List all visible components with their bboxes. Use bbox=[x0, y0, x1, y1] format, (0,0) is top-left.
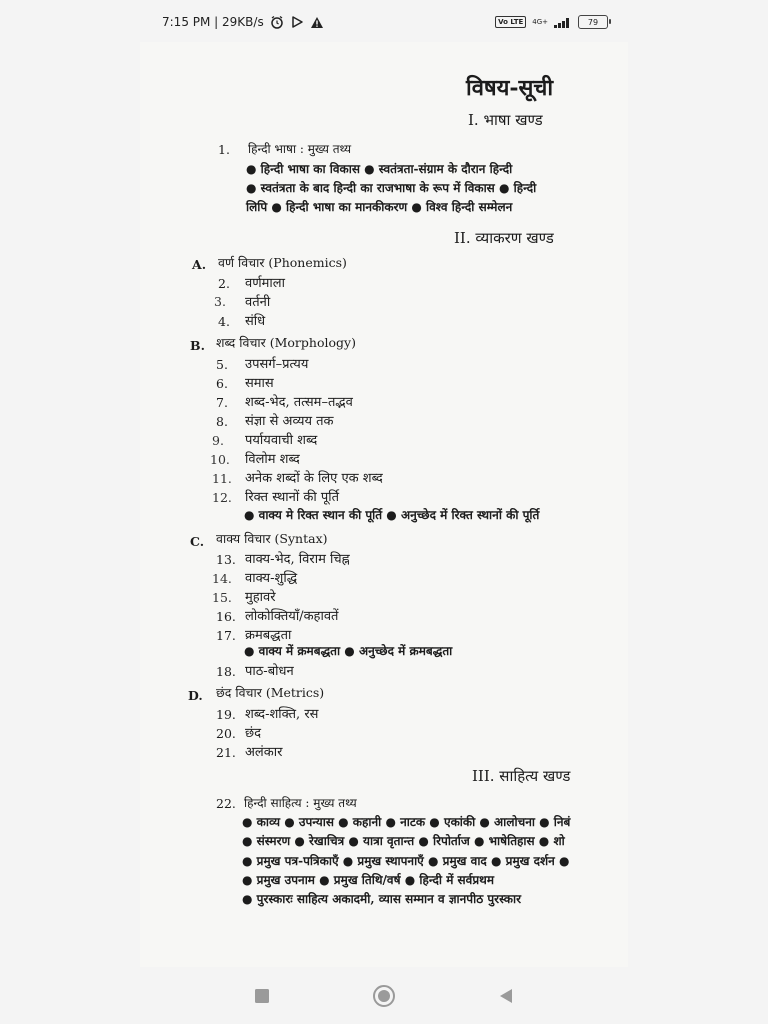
home-icon bbox=[372, 984, 396, 1008]
back-icon bbox=[498, 988, 514, 1004]
item-16-number: 16. bbox=[216, 609, 236, 624]
chapter-1-number: 1. bbox=[218, 142, 230, 157]
chapter-22-line-4: ● प्रमुख उपनाम ● प्रमुख तिथि/वर्ष ● हिन्दी में सर्वप्रथम bbox=[242, 873, 495, 887]
item-4-title: संधि bbox=[245, 314, 266, 329]
item-17-number: 17. bbox=[216, 628, 236, 643]
status-bar bbox=[0, 0, 768, 44]
item-10-number: 10. bbox=[210, 452, 230, 467]
item-20-title: छंद bbox=[245, 726, 262, 741]
item-8-number: 8. bbox=[216, 414, 228, 429]
alarm-icon bbox=[270, 15, 284, 29]
group-b-title: शब्द विचार (Morphology) bbox=[216, 335, 356, 350]
item-15-number: 15. bbox=[212, 590, 232, 605]
volte-badge: Vo LTE bbox=[495, 16, 526, 28]
item-19-number: 19. bbox=[216, 707, 236, 722]
item-3-number: 3. bbox=[214, 294, 226, 309]
item-13-number: 13. bbox=[216, 552, 236, 567]
group-a-letter: A. bbox=[192, 257, 207, 272]
group-d-title: छंद विचार (Metrics) bbox=[216, 685, 325, 700]
item-5-number: 5. bbox=[216, 357, 228, 372]
item-9-number: 9. bbox=[212, 433, 224, 448]
group-a-title: वर्ण विचार (Phonemics) bbox=[218, 255, 347, 270]
item-17-subtopics: ● वाक्य में क्रमबद्धता ● अनुच्छेद में क्रमबद्धता bbox=[244, 644, 453, 658]
item-11-number: 11. bbox=[212, 471, 232, 486]
item-13-title: वाक्य-भेद, विराम चिह्न bbox=[245, 552, 350, 567]
item-12-title: रिक्त स्थानों की पूर्ति bbox=[245, 490, 340, 505]
item-2-number: 2. bbox=[218, 276, 230, 291]
item-21-title: अलंकार bbox=[245, 745, 283, 760]
group-d-letter: D. bbox=[188, 688, 203, 703]
item-16-title: लोकोक्तियाँ/कहावतें bbox=[245, 609, 339, 624]
item-7-number: 7. bbox=[216, 395, 228, 410]
item-18-title: पाठ-बोधन bbox=[245, 664, 294, 679]
item-9-title: पर्यायवाची शब्द bbox=[245, 433, 318, 448]
navigation-bar bbox=[0, 968, 768, 1024]
item-12-number: 12. bbox=[212, 490, 232, 505]
item-15-title: मुहावरे bbox=[245, 590, 276, 605]
home-button[interactable] bbox=[369, 981, 399, 1011]
item-19-title: शब्द-शक्ति, रस bbox=[245, 707, 319, 722]
signal-icon bbox=[554, 16, 572, 28]
item-20-number: 20. bbox=[216, 726, 236, 741]
play-icon bbox=[290, 15, 304, 29]
status-right bbox=[495, 15, 608, 29]
chapter-1-title: हिन्दी भाषा : मुख्य तथ्य bbox=[248, 142, 352, 156]
chapter-22-number: 22. bbox=[216, 796, 236, 811]
item-7-title: शब्द-भेद, तत्सम–तद्भव bbox=[245, 395, 353, 410]
chapter-1-line-2: ● स्वतंत्रता के बाद हिन्दी का राजभाषा के रूप में विकास ● हिन्दी bbox=[246, 181, 537, 195]
back-button[interactable] bbox=[491, 981, 521, 1011]
document-page bbox=[140, 42, 628, 967]
item-14-number: 14. bbox=[212, 571, 232, 586]
item-21-number: 21. bbox=[216, 745, 236, 760]
chapter-22-line-2: ● संस्मरण ● रेखाचित्र ● यात्रा वृतान्त ● रिपोर्ताज ● भाषेतिहास ● शो bbox=[242, 834, 565, 848]
battery-indicator: 79 bbox=[578, 15, 608, 29]
item-17-title: क्रमबद्धता bbox=[245, 628, 292, 643]
network-type: 4G+ bbox=[532, 18, 548, 26]
item-14-title: वाक्य-शुद्धि bbox=[245, 571, 298, 586]
item-2-title: वर्णमाला bbox=[245, 276, 285, 291]
item-8-title: संज्ञा से अव्यय तक bbox=[245, 414, 334, 429]
item-11-title: अनेक शब्दों के लिए एक शब्द bbox=[245, 471, 383, 486]
chapter-1-line-1: ● हिन्दी भाषा का विकास ● स्वतंत्रता-संग्राम के दौरान हिन्दी bbox=[246, 162, 513, 176]
recent-apps-button[interactable] bbox=[247, 981, 277, 1011]
item-3-title: वर्तनी bbox=[245, 295, 271, 310]
chapter-22-line-3: ● प्रमुख पत्र-पत्रिकाएँ ● प्रमुख स्थापनाएँ ● प्रमुख वाद ● प्रमुख दर्शन ● bbox=[242, 854, 570, 868]
item-18-number: 18. bbox=[216, 664, 236, 679]
chapter-22-line-5: ● पुरस्कारः साहित्य अकादमी, व्यास सम्मान व ज्ञानपीठ पुरस्कार bbox=[242, 892, 521, 906]
section-2-heading: II. व्याकरण खण्ड bbox=[454, 229, 554, 247]
item-5-title: उपसर्ग–प्रत्यय bbox=[245, 357, 309, 372]
item-6-number: 6. bbox=[216, 376, 228, 391]
section-1-heading: I. भाषा खण्ड bbox=[468, 111, 543, 129]
item-10-title: विलोम शब्द bbox=[245, 452, 300, 467]
status-left bbox=[162, 15, 324, 29]
toc-title: विषय-सूची bbox=[466, 75, 554, 101]
chapter-22-line-1: ● काव्य ● उपन्यास ● कहानी ● नाटक ● एकांकी ● आलोचना ● निबं bbox=[242, 815, 571, 829]
warning-icon bbox=[310, 16, 324, 29]
chapter-22-title: हिन्दी साहित्य : मुख्य तथ्य bbox=[244, 796, 357, 810]
item-12-subtopics: ● वाक्य मे रिक्त स्थान की पूर्ति ● अनुच्छेद में रिक्त स्थानों की पूर्ति bbox=[244, 508, 540, 522]
recent-apps-icon bbox=[254, 988, 270, 1004]
group-c-letter: C. bbox=[190, 534, 205, 549]
chapter-1-line-3: लिपि ● हिन्दी भाषा का मानकीकरण ● विश्व हिन्दी सम्मेलन bbox=[246, 200, 513, 214]
section-3-heading: III. साहित्य खण्ड bbox=[472, 767, 571, 785]
item-4-number: 4. bbox=[218, 314, 230, 329]
status-time-speed: 7:15 PM | 29KB/s bbox=[162, 15, 264, 29]
item-6-title: समास bbox=[245, 376, 274, 391]
group-b-letter: B. bbox=[190, 338, 205, 353]
group-c-title: वाक्य विचार (Syntax) bbox=[216, 531, 328, 546]
